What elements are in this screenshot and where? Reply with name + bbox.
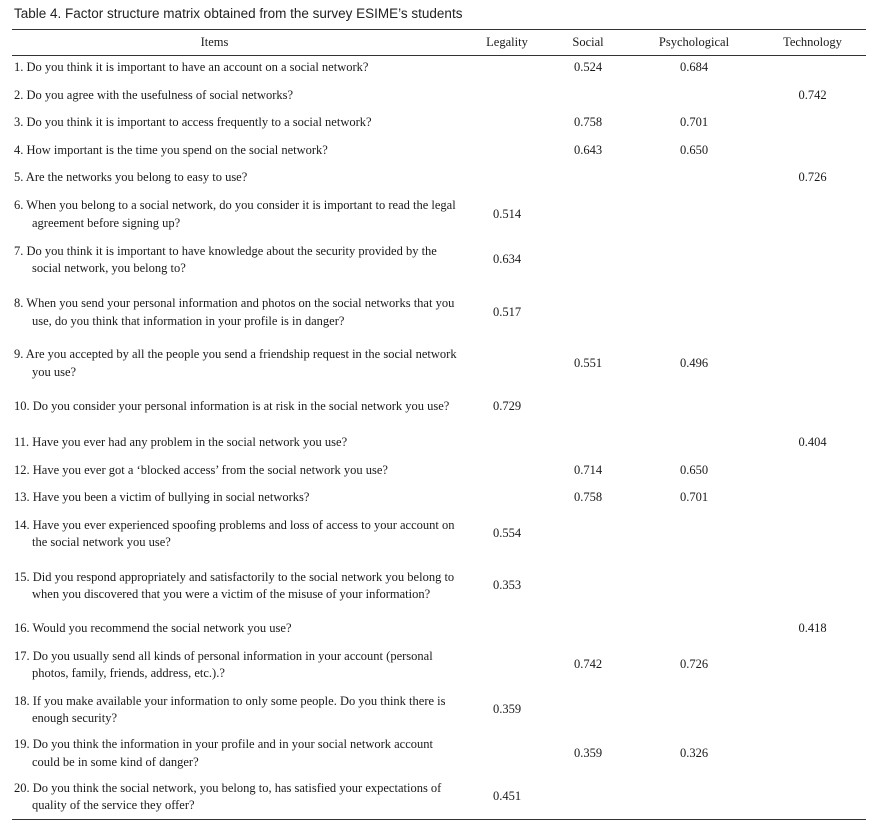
legality-value: 0.359: [492, 702, 522, 717]
technology-value: [759, 484, 866, 512]
psychological-value: [629, 556, 759, 616]
legality-value: 0.451: [492, 789, 522, 804]
item-text: 12. Have you ever got a ‘blocked access’ from the social network you use?: [14, 462, 388, 477]
social-value: [547, 82, 629, 109]
technology-value: [759, 385, 866, 428]
table-row: [12, 484, 866, 512]
social-value: [547, 283, 629, 342]
item-text: 3. Do you think it is important to access frequently to a social network?: [14, 115, 372, 130]
table-row: [12, 457, 866, 484]
table-row: [12, 732, 866, 775]
item-text: 16. Would you recommend the social network you use?: [14, 621, 292, 636]
psychological-value: [629, 775, 759, 819]
item-cell: [12, 556, 467, 616]
item-text: 10. Do you consider your personal information is at risk in the social network you use?: [14, 398, 450, 413]
item-text: 11. Have you ever had any problem in the social network you use?: [14, 434, 348, 449]
psychological-value: 0.326: [679, 745, 709, 760]
header-psychological: Psychological: [658, 35, 730, 49]
social-value: 0.524: [573, 60, 603, 75]
legality-value: [467, 428, 547, 457]
table-row: [12, 616, 866, 642]
psychological-value: [629, 237, 759, 283]
header-row: [12, 31, 866, 54]
technology-value: [759, 342, 866, 385]
item-cell: [12, 385, 467, 428]
legality-value: [467, 82, 547, 109]
psychological-value: 0.701: [679, 490, 709, 505]
item-cell: [12, 732, 467, 775]
item-cell: [12, 775, 467, 819]
psychological-value: 0.650: [679, 142, 709, 157]
social-value: 0.714: [573, 462, 603, 477]
social-value: 0.551: [573, 355, 603, 370]
psychological-value: [629, 428, 759, 457]
technology-value: [759, 688, 866, 732]
table-row: [12, 385, 866, 428]
legality-value: 0.554: [492, 526, 522, 541]
technology-value: [759, 642, 866, 688]
psychological-value: [629, 164, 759, 192]
legality-value: [467, 457, 547, 484]
bottom-rule: [12, 819, 866, 820]
factor-matrix-table: [12, 31, 866, 819]
psychological-value: [629, 688, 759, 732]
top-rule: [12, 29, 866, 30]
legality-value: [467, 137, 547, 164]
psychological-value: [629, 192, 759, 237]
table-row: [12, 342, 866, 385]
table-row: [12, 556, 866, 616]
psychological-value: 0.684: [679, 60, 709, 75]
legality-value: 0.517: [492, 304, 522, 319]
legality-value: 0.729: [492, 398, 522, 413]
item-cell: [12, 616, 467, 642]
item-cell: [12, 457, 467, 484]
social-value: 0.359: [573, 745, 603, 760]
table-row: [12, 642, 866, 688]
legality-value: [467, 732, 547, 775]
technology-value: [759, 457, 866, 484]
legality-value: [467, 616, 547, 642]
legality-value: [467, 484, 547, 512]
technology-value: [759, 512, 866, 556]
item-cell: [12, 642, 467, 688]
header-items: Items: [200, 35, 229, 49]
psychological-value: 0.496: [679, 355, 709, 370]
item-text: 18. If you make available your information to only some people. Do you think there is enough security?: [14, 693, 446, 725]
item-text: 7. Do you think it is important to have knowledge about the security provided by the social network, you belong to?: [14, 243, 437, 275]
item-cell: [12, 192, 467, 237]
item-cell: [12, 164, 467, 192]
social-value: [547, 192, 629, 237]
social-value: [547, 775, 629, 819]
table-row: [12, 512, 866, 556]
item-cell: [12, 54, 467, 82]
psychological-value: 0.726: [679, 657, 709, 672]
table-body: [12, 54, 866, 819]
psychological-value: [629, 82, 759, 109]
legality-value: [467, 642, 547, 688]
technology-value: [759, 137, 866, 164]
technology-value: 0.404: [798, 434, 827, 449]
table-row: [12, 109, 866, 137]
social-value: [547, 237, 629, 283]
item-text: 19. Do you think the information in your profile and in your social network account could be in some kind of danger?: [14, 737, 434, 769]
technology-value: [759, 192, 866, 237]
table-row: [12, 283, 866, 342]
social-value: [547, 688, 629, 732]
technology-value: [759, 732, 866, 775]
item-cell: [12, 109, 467, 137]
item-cell: [12, 82, 467, 109]
psychological-value: [629, 616, 759, 642]
technology-value: [759, 556, 866, 616]
item-cell: [12, 342, 467, 385]
item-text: 14. Have you ever experienced spoofing problems and loss of access to your account on the social network you use?: [14, 517, 455, 549]
item-cell: [12, 283, 467, 342]
header-technology: Technology: [783, 35, 842, 49]
psychological-value: 0.650: [679, 462, 709, 477]
social-value: 0.742: [573, 657, 603, 672]
technology-value: 0.418: [798, 621, 827, 636]
technology-value: 0.726: [798, 170, 827, 185]
social-value: 0.758: [573, 490, 603, 505]
item-text: 8. When you send your personal information and photos on the social networks that you use, do you think that information in your profile is in danger?: [14, 296, 455, 328]
table-row: [12, 164, 866, 192]
technology-value: [759, 54, 866, 82]
legality-value: [467, 342, 547, 385]
technology-value: [759, 775, 866, 819]
legality-value: [467, 54, 547, 82]
table-row: [12, 775, 866, 819]
legality-value: 0.353: [492, 578, 522, 593]
item-text: 9. Are you accepted by all the people you send a friendship request in the social network you use?: [14, 347, 457, 379]
technology-value: [759, 109, 866, 137]
header-legality: Legality: [486, 35, 528, 49]
technology-value: 0.742: [798, 87, 827, 102]
table-row: [12, 688, 866, 732]
item-text: 5. Are the networks you belong to easy to use?: [14, 170, 248, 185]
item-text: 6. When you belong to a social network, do you consider it is important to read the legal agreement before signing up?: [14, 198, 456, 230]
item-cell: [12, 688, 467, 732]
item-text: 4. How important is the time you spend on the social network?: [14, 142, 328, 157]
item-cell: [12, 237, 467, 283]
table-caption: Table 4. Factor structure matrix obtained from the survey ESIME’s students: [14, 6, 463, 21]
technology-value: [759, 283, 866, 342]
social-value: [547, 556, 629, 616]
legality-value: [467, 109, 547, 137]
header-social: Social: [572, 35, 604, 49]
table-row: [12, 428, 866, 457]
item-text: 13. Have you been a victim of bullying in social networks?: [14, 490, 310, 505]
legality-value: 0.514: [492, 206, 522, 221]
item-text: 17. Do you usually send all kinds of personal information in your account (personal photos, family, friends, address, etc.).?: [14, 648, 433, 680]
table-row: [12, 192, 866, 237]
item-cell: [12, 428, 467, 457]
table-row: [12, 82, 866, 109]
social-value: [547, 385, 629, 428]
social-value: [547, 428, 629, 457]
table-row: [12, 54, 866, 82]
social-value: 0.643: [573, 142, 603, 157]
social-value: [547, 512, 629, 556]
social-value: [547, 616, 629, 642]
item-text: 15. Did you respond appropriately and satisfactorily to the social network you belong to when you discovered that you were a victim of the misuse of your information?: [14, 569, 455, 601]
psychological-value: [629, 283, 759, 342]
technology-value: [759, 237, 866, 283]
psychological-value: [629, 385, 759, 428]
item-cell: [12, 137, 467, 164]
item-text: 2. Do you agree with the usefulness of social networks?: [14, 87, 294, 102]
table-row: [12, 237, 866, 283]
item-text: 1. Do you think it is important to have an account on a social network?: [14, 60, 369, 75]
social-value: 0.758: [573, 115, 603, 130]
item-cell: [12, 484, 467, 512]
item-cell: [12, 512, 467, 556]
item-text: 20. Do you think the social network, you belong to, has satisfied your expectations of quality of the service they offer?: [14, 780, 442, 812]
legality-value: [467, 164, 547, 192]
social-value: [547, 164, 629, 192]
table-row: [12, 137, 866, 164]
psychological-value: 0.701: [679, 115, 709, 130]
legality-value: 0.634: [492, 252, 522, 267]
psychological-value: [629, 512, 759, 556]
